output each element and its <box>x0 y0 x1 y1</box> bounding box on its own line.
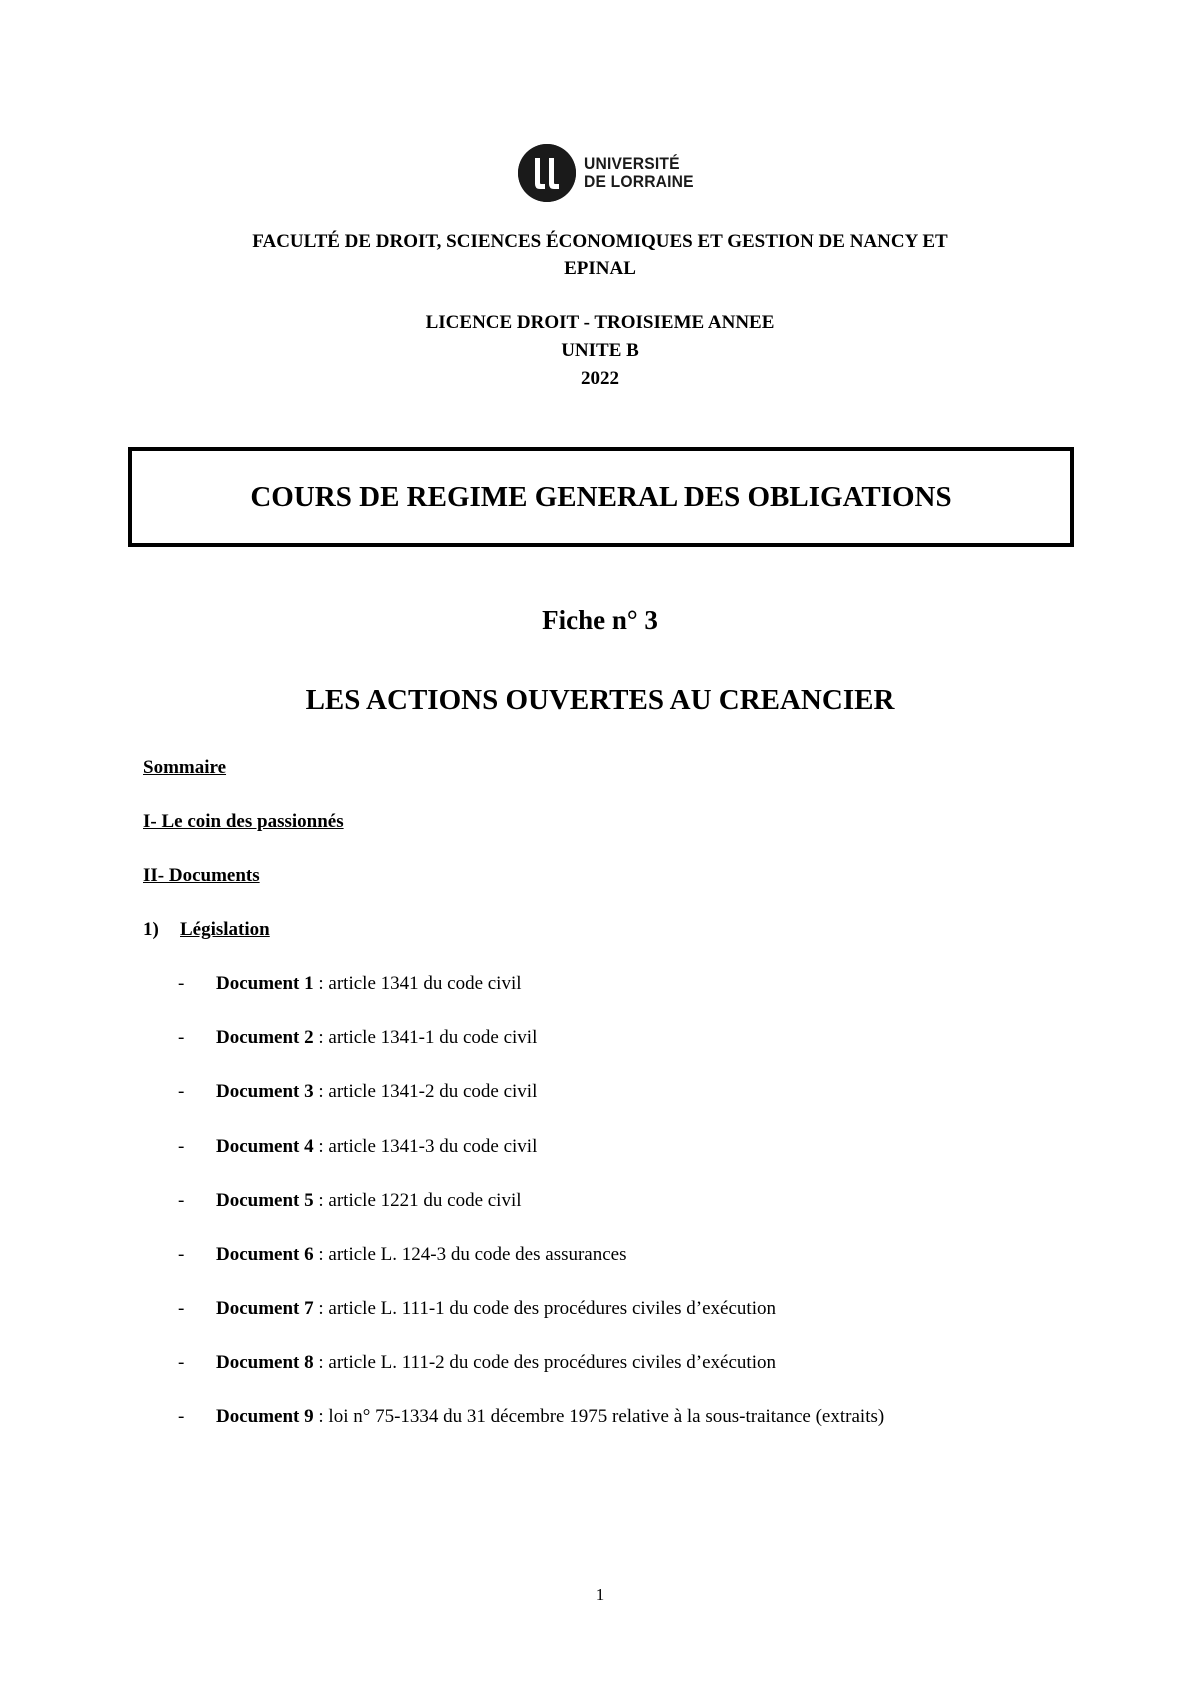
document-description: : article 1341-2 du code civil <box>313 1081 538 1102</box>
faculty-line-1: FACULTÉ DE DROIT, SCIENCES ÉCONOMIQUES ET GESTION DE NANCY ET <box>252 231 948 252</box>
document-description: : loi n° 75-1334 du 31 décembre 1975 relative à la sous-traitance (extraits) <box>313 1406 885 1427</box>
faculty-name <box>150 228 1050 282</box>
document-item <box>178 1136 537 1158</box>
document-item <box>178 1244 627 1266</box>
faculty-line-2: EPINAL <box>564 258 636 279</box>
section-coin-des-passionnes: I- Le coin des passionnés <box>143 811 344 832</box>
university-logo-text <box>584 155 694 191</box>
course-title-box <box>128 447 1074 547</box>
course-title: COURS DE REGIME GENERAL DES OBLIGATIONS <box>250 480 952 513</box>
logo-line-2: DE LORRAINE <box>584 172 694 191</box>
subsection-number: 1) <box>143 919 159 940</box>
document-description: : article 1341-3 du code civil <box>313 1136 538 1157</box>
document-description: : article 1341 du code civil <box>313 973 522 994</box>
list-dash: - <box>178 1136 185 1157</box>
document-item <box>178 1406 884 1428</box>
document-item <box>178 1081 537 1103</box>
university-logo-icon <box>518 144 576 202</box>
document-label: Document 4 <box>216 1136 314 1157</box>
logo-line-1: UNIVERSITÉ <box>584 154 680 173</box>
list-dash: - <box>178 1190 185 1211</box>
list-dash: - <box>178 1406 185 1427</box>
program-info <box>150 309 1050 393</box>
subsection-legislation <box>143 919 270 941</box>
licence-line: LICENCE DROIT - TROISIEME ANNEE <box>425 312 775 333</box>
sommaire-heading: Sommaire <box>143 757 227 778</box>
subsection-label: Législation <box>180 919 270 940</box>
fiche-subject: LES ACTIONS OUVERTES AU CREANCIER <box>305 684 895 716</box>
document-description: : article L. 111-2 du code des procédures civiles d’exécution <box>313 1352 776 1373</box>
page-number: 1 <box>595 1585 605 1604</box>
document-label: Document 5 <box>216 1190 314 1211</box>
document-description: : article L. 124-3 du code des assurances <box>313 1244 627 1265</box>
document-description: : article L. 111-1 du code des procédures civiles d’exécution <box>313 1298 776 1319</box>
document-item <box>178 1027 537 1049</box>
document-item <box>178 1190 522 1212</box>
year-line: 2022 <box>581 368 619 389</box>
section-documents: II- Documents <box>143 865 260 886</box>
document-label: Document 6 <box>216 1244 314 1265</box>
document-item <box>178 1352 776 1374</box>
document-label: Document 7 <box>216 1298 314 1319</box>
university-logo <box>518 143 703 203</box>
document-label: Document 2 <box>216 1027 314 1048</box>
document-description: : article 1221 du code civil <box>313 1190 522 1211</box>
list-dash: - <box>178 1298 185 1319</box>
document-label: Document 9 <box>216 1406 314 1427</box>
document-label: Document 3 <box>216 1081 314 1102</box>
list-dash: - <box>178 1244 185 1265</box>
list-dash: - <box>178 1352 185 1373</box>
document-label: Document 8 <box>216 1352 314 1373</box>
list-dash: - <box>178 1081 185 1102</box>
list-dash: - <box>178 1027 185 1048</box>
document-item <box>178 1298 776 1320</box>
fiche-number: Fiche n° 3 <box>542 605 658 635</box>
unite-line: UNITE B <box>561 340 639 361</box>
document-label: Document 1 <box>216 973 314 994</box>
list-dash: - <box>178 973 185 994</box>
document-item <box>178 973 522 995</box>
document-description: : article 1341-1 du code civil <box>313 1027 538 1048</box>
